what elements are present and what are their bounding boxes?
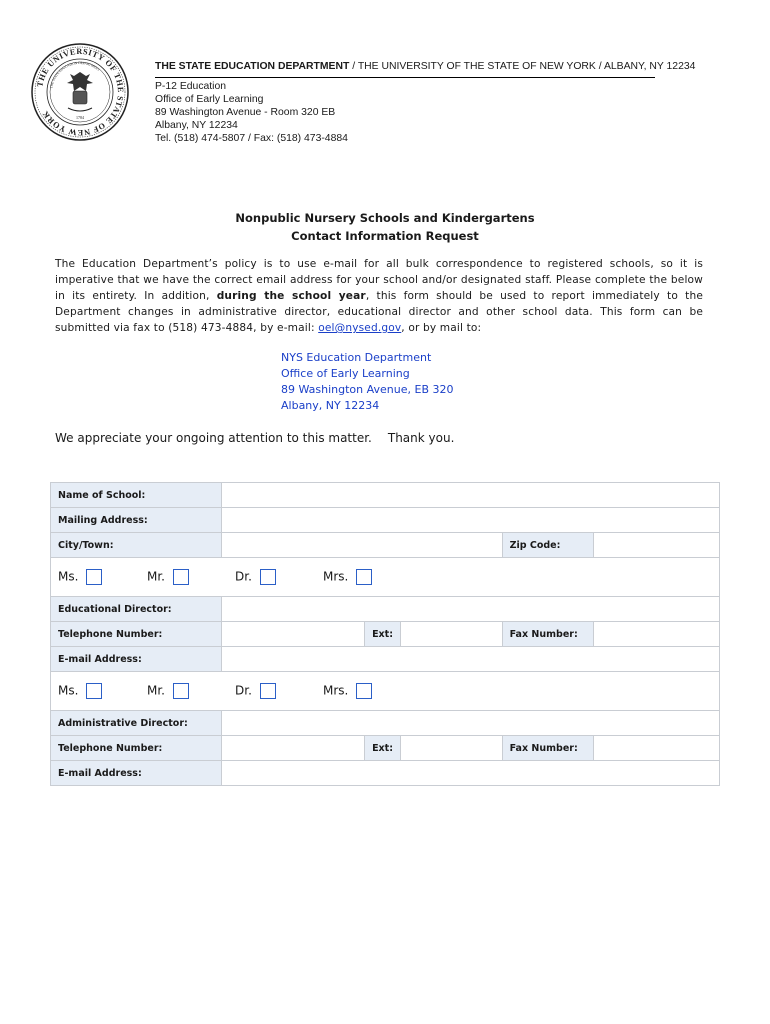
title-checkbox-row-2	[51, 672, 720, 711]
address-line: Office of Early Learning	[281, 367, 410, 380]
office-line: Office of Early Learning	[155, 94, 264, 105]
address-line: 89 Washington Avenue, EB 320	[281, 383, 454, 396]
thanks-line: We appreciate your ongoing attention to this matter. Thank you.	[55, 431, 455, 445]
checkbox-mr-2[interactable]	[173, 683, 189, 699]
office-address	[155, 80, 715, 145]
title-label: Dr.	[235, 569, 252, 584]
title-label: Mrs.	[323, 683, 349, 698]
title-label: Ms.	[58, 683, 79, 698]
seal-outer-text: THE UNIVERSITY OF THE STATE OF NEW YORK	[35, 46, 126, 138]
state-education-seal	[30, 42, 130, 142]
name-of-school-label: Name of School:	[51, 483, 222, 508]
administrative-director-field[interactable]	[221, 711, 719, 736]
telephone-number-label: Telephone Number:	[51, 736, 222, 761]
email-address-label: E-mail Address:	[51, 761, 222, 786]
title-checkbox-row-1	[51, 558, 720, 597]
mailing-address-field[interactable]	[221, 508, 719, 533]
office-line: Tel. (518) 474-5807 / Fax: (518) 473-4884	[155, 133, 348, 144]
administrative-director-label: Administrative Director:	[51, 711, 222, 736]
name-of-school-field[interactable]	[221, 483, 719, 508]
office-line: P-12 Education	[155, 81, 227, 92]
checkbox-mr-1[interactable]	[173, 569, 189, 585]
seal-year: 1784	[76, 115, 84, 120]
letterhead-title-line: THE STATE EDUCATION DEPARTMENT / THE UNIVERSITY OF THE STATE OF NEW YORK / ALBANY, NY 12234	[155, 60, 655, 78]
mailing-address-block	[281, 350, 453, 414]
ext-label: Ext:	[365, 736, 401, 761]
fax-number-field[interactable]	[594, 736, 720, 761]
title-line-2: Contact Information Request	[291, 229, 479, 243]
title-label: Mr.	[147, 569, 165, 584]
policy-paragraph: The Education Department’s policy is to use e-mail for all bulk correspondence to registered schools, so it is imperative that we have the correct email address for your school and/or designated staff. Please complete the below in its entirety. In addition, during the school year, this form should be used to report immediately to the Department changes in administrative director, educational director and other school data. This form can be submitted via fax to (518) 473-4884, by e-mail: oel@nysed.gov, or by mail to:	[55, 258, 703, 334]
title-label: Mrs.	[323, 569, 349, 584]
checkbox-dr-1[interactable]	[260, 569, 276, 585]
checkbox-ms-1[interactable]	[86, 569, 102, 585]
email-address-field[interactable]	[221, 761, 719, 786]
email-link[interactable]: oel@nysed.gov	[318, 322, 402, 334]
telephone-number-field[interactable]	[221, 736, 364, 761]
city-town-label: City/Town:	[51, 533, 222, 558]
checkbox-dr-2[interactable]	[260, 683, 276, 699]
title-label: Dr.	[235, 683, 252, 698]
telephone-number-label: Telephone Number:	[51, 622, 222, 647]
form-title	[0, 209, 770, 245]
email-address-label: E-mail Address:	[51, 647, 222, 672]
mailing-address-label: Mailing Address:	[51, 508, 222, 533]
ext-label: Ext:	[365, 622, 401, 647]
ext-field[interactable]	[401, 622, 503, 647]
checkbox-mrs-1[interactable]	[356, 569, 372, 585]
zip-code-field[interactable]	[594, 533, 720, 558]
zip-code-label: Zip Code:	[502, 533, 594, 558]
office-line: Albany, NY 12234	[155, 120, 238, 131]
title-label: Ms.	[58, 569, 79, 584]
contact-form	[50, 482, 720, 786]
educational-director-field[interactable]	[221, 597, 719, 622]
office-line: 89 Washington Avenue - Room 320 EB	[155, 107, 336, 118]
seal-inner-text: THE STATE EDUCATION DEPARTMENT	[49, 60, 101, 89]
ext-field[interactable]	[401, 736, 503, 761]
address-line: NYS Education Department	[281, 351, 432, 364]
fax-number-field[interactable]	[594, 622, 720, 647]
email-address-field[interactable]	[221, 647, 719, 672]
checkbox-ms-2[interactable]	[86, 683, 102, 699]
title-label: Mr.	[147, 683, 165, 698]
title-line-1: Nonpublic Nursery Schools and Kindergartens	[235, 211, 535, 225]
educational-director-label: Educational Director:	[51, 597, 222, 622]
fax-number-label: Fax Number:	[502, 622, 594, 647]
fax-number-label: Fax Number:	[502, 736, 594, 761]
telephone-number-field[interactable]	[221, 622, 364, 647]
checkbox-mrs-2[interactable]	[356, 683, 372, 699]
address-line: Albany, NY 12234	[281, 399, 380, 412]
letterhead	[155, 60, 715, 145]
city-town-field[interactable]	[221, 533, 502, 558]
